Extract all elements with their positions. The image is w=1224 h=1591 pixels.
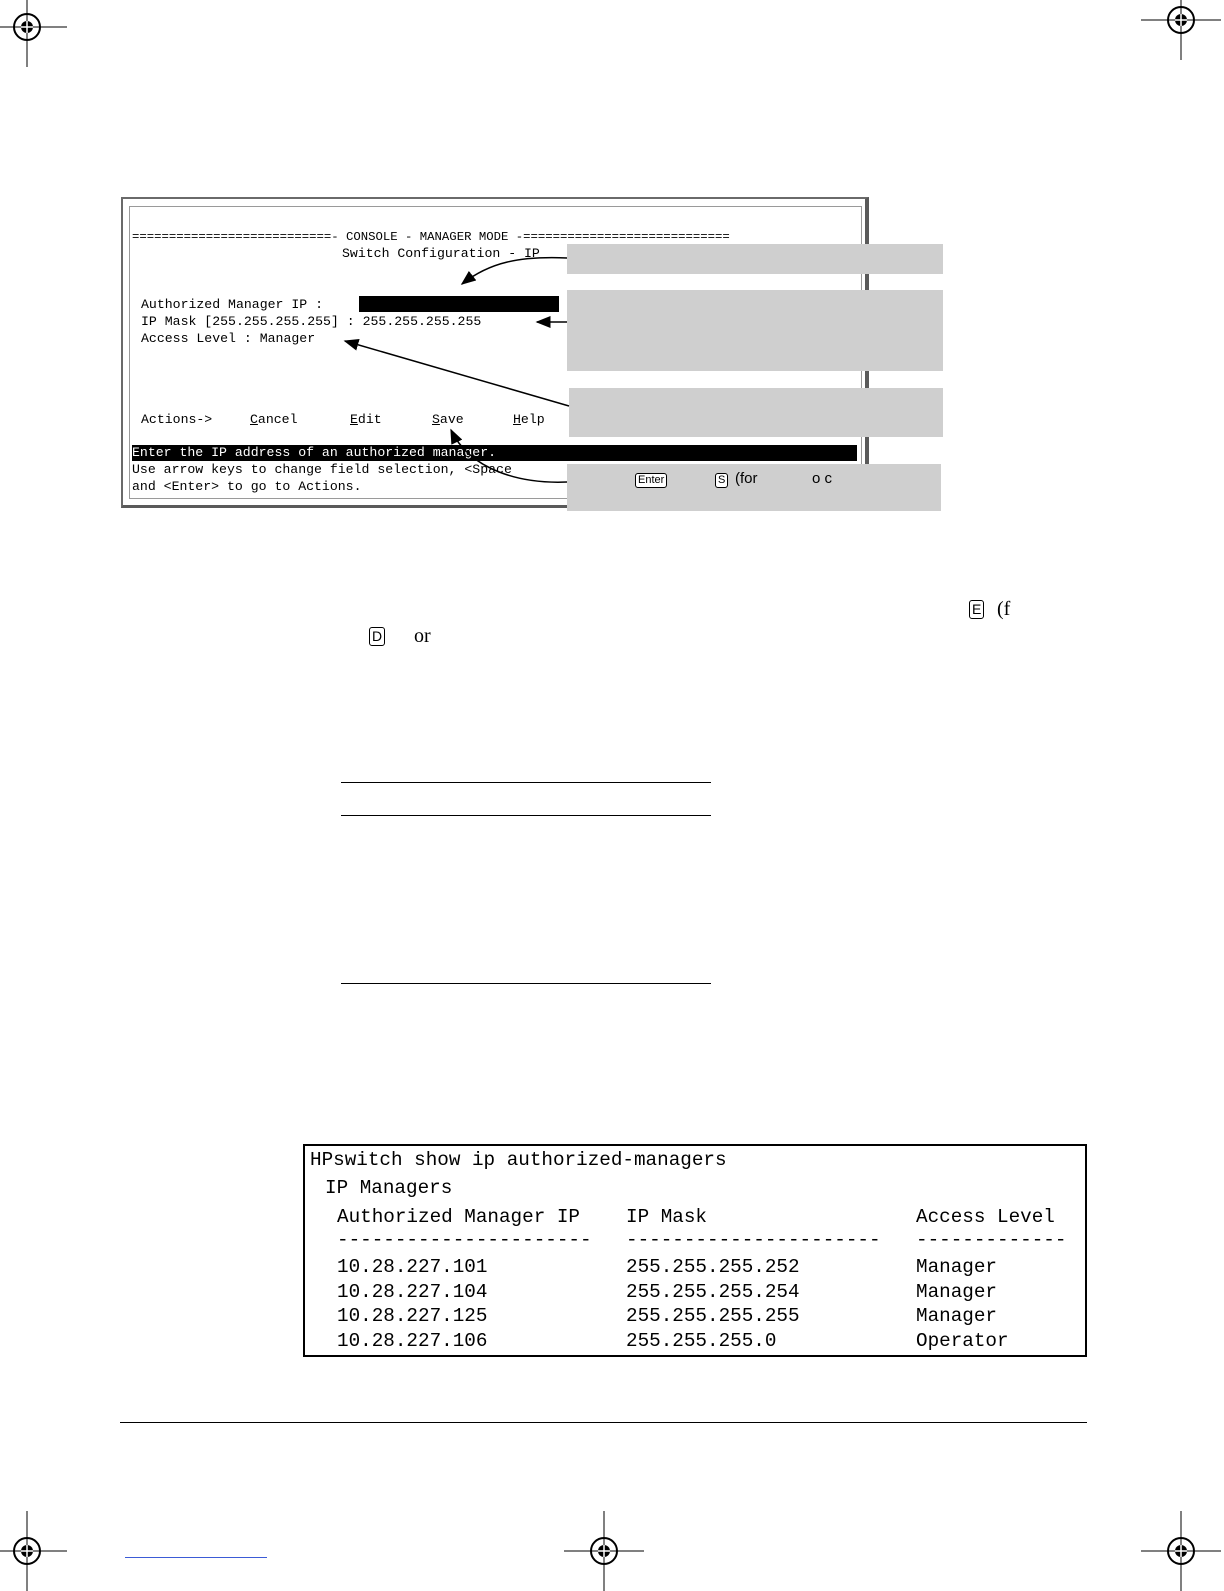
field-label-ip-mask: IP Mask [255.255.255.255] :	[141, 314, 363, 329]
registration-mark-icon	[1141, 1511, 1221, 1591]
cli-cell-level: Manager	[916, 1256, 997, 1278]
cli-cell-mask: 255.255.255.252	[626, 1256, 800, 1278]
body-or-word: or	[414, 625, 431, 647]
table-rule-header	[341, 815, 711, 816]
access-level-value[interactable]: Manager	[259, 331, 316, 346]
footer-rule	[120, 1422, 1087, 1423]
cli-column-header: Access Level	[916, 1206, 1055, 1228]
console-title-bar: ===========================- CONSOLE - MANAGER MODE -============================	[132, 230, 730, 244]
cli-cell-mask: 255.255.255.0	[626, 1330, 777, 1352]
enter-key-icon: Enter	[635, 473, 667, 488]
callout-s-suffix: (for	[735, 470, 758, 487]
callout-arrows	[0, 0, 1224, 560]
help-label: elp	[520, 412, 545, 427]
cli-cell-level: Manager	[916, 1281, 997, 1303]
help-hotkey: H	[513, 412, 521, 427]
body-e-suffix: (f	[997, 598, 1011, 620]
cli-section-title: IP Managers	[325, 1177, 453, 1199]
cli-command: HPswitch show ip authorized-managers	[310, 1149, 727, 1171]
cli-cell-ip: 10.28.227.106	[337, 1330, 488, 1352]
cancel-label: ancel	[257, 412, 298, 427]
e-key-icon: E	[969, 600, 984, 619]
d-key-icon: D	[369, 627, 385, 646]
cli-cell-ip: 10.28.227.104	[337, 1281, 488, 1303]
status-line-1: Use arrow keys to change field selection, <Space	[132, 462, 512, 477]
cancel-hotkey: C	[250, 412, 258, 427]
cli-cell-ip: 10.28.227.125	[337, 1305, 488, 1327]
cli-column-header: IP Mask	[626, 1206, 707, 1228]
field-label-access-level: Access Level :	[141, 331, 260, 346]
cli-cell-ip: 10.28.227.101	[337, 1256, 488, 1278]
status-line-2: and <Enter> to go to Actions.	[132, 479, 362, 494]
edit-label: dit	[357, 412, 382, 427]
cli-cell-level: Operator	[916, 1330, 1009, 1352]
cli-separator: -------------	[916, 1229, 1067, 1251]
cli-separator: ----------------------	[337, 1229, 592, 1251]
registration-mark-icon	[564, 1511, 644, 1591]
cli-column-header: Authorized Manager IP	[337, 1206, 580, 1228]
edit-hotkey: E	[350, 412, 358, 427]
arrow-to-save	[451, 430, 567, 482]
console-subtitle: Switch Configuration - IP	[342, 246, 540, 261]
cli-separator: ----------------------	[626, 1229, 881, 1251]
cli-output-box	[303, 1144, 1087, 1357]
arrow-to-subtitle	[462, 258, 567, 284]
callout-trailing-text: o c	[812, 470, 833, 487]
cli-cell-mask: 255.255.255.254	[626, 1281, 800, 1303]
actions-label: Actions->	[141, 412, 213, 427]
ip-mask-value[interactable]: 255.255.255.255	[362, 314, 482, 329]
footer-link-underline[interactable]	[125, 1557, 267, 1558]
s-key-icon: S	[715, 473, 728, 488]
registration-mark-icon	[0, 1511, 67, 1591]
field-label-authorized-manager-ip: Authorized Manager IP :	[141, 297, 331, 312]
cli-cell-mask: 255.255.255.255	[626, 1305, 800, 1327]
save-hotkey: S	[432, 412, 440, 427]
cli-cell-level: Manager	[916, 1305, 997, 1327]
table-rule-top	[341, 782, 711, 783]
arrow-to-access-level	[345, 341, 569, 406]
save-label: ave	[439, 412, 464, 427]
help-message-bar: Enter the IP address of an authorized manager.	[132, 445, 857, 461]
table-rule-bottom	[341, 983, 711, 984]
